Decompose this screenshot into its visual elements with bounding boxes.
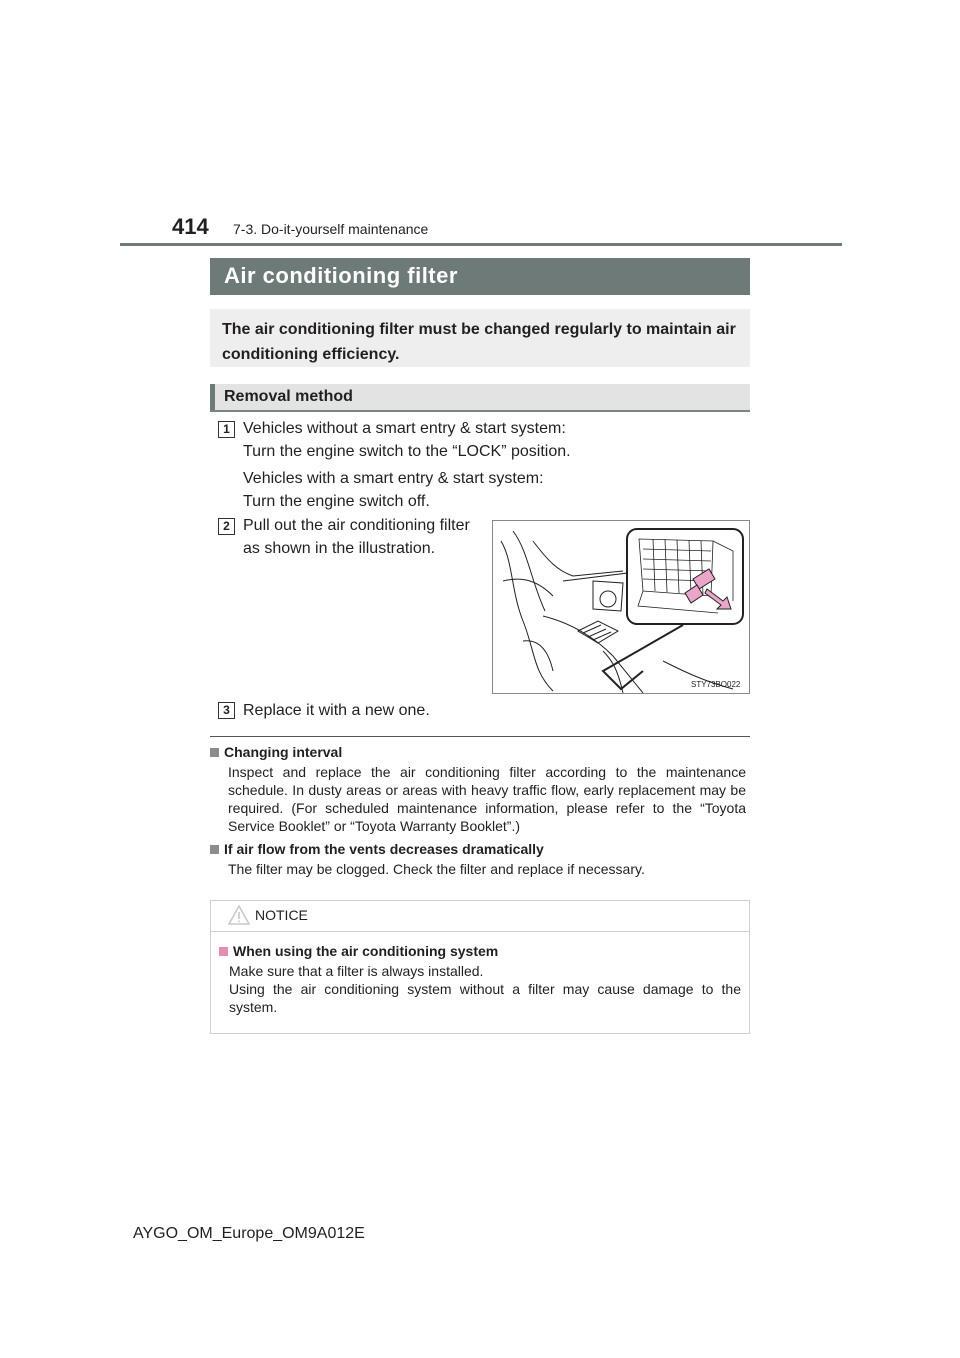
notes (210, 744, 746, 878)
notice-box (210, 900, 750, 1034)
step-2-number: 2 (218, 518, 235, 535)
page-title: Air conditioning filter (224, 263, 458, 288)
step-1-line-3: Vehicles with a smart entry & start system: (243, 470, 544, 487)
step-1-line-4: Turn the engine switch off. (243, 493, 430, 510)
notice-header (211, 901, 749, 932)
footer-code: AYGO_OM_Europe_OM9A012E (133, 1225, 365, 1242)
notice-line-2: Using the air conditioning system without a filter may cause damage to the system. (229, 981, 741, 1015)
square-bullet-icon (210, 748, 219, 757)
step-1-text (243, 417, 571, 513)
step-3-line-1: Replace it with a new one. (243, 702, 430, 719)
step-1-line-1: Vehicles without a smart entry & start system: (243, 420, 566, 437)
intro-box (210, 309, 750, 367)
removal-method-bar (210, 384, 750, 412)
note-2-heading-text: If air flow from the vents decreases dramatically (224, 841, 544, 857)
section-divider (210, 736, 750, 737)
note-2-body: The filter may be clogged. Check the filter and replace if necessary. (228, 861, 645, 877)
step-1-number: 1 (218, 421, 235, 438)
note-2-heading (210, 841, 746, 857)
notice-content (219, 943, 741, 1016)
square-bullet-icon (219, 947, 228, 956)
dashboard-drawing (493, 521, 749, 693)
notice-heading-text: When using the air conditioning system (233, 943, 499, 959)
section-heading: 7-3. Do-it-yourself maintenance (233, 221, 429, 237)
illustration-code: STY73BO022 (691, 680, 741, 689)
square-bullet-icon (210, 845, 219, 854)
step-1-line-2: Turn the engine switch to the “LOCK” position. (243, 443, 571, 460)
note-1-heading-text: Changing interval (224, 744, 343, 760)
step-2-line-1: Pull out the air conditioning filter (243, 517, 470, 534)
page-number: 414 (172, 214, 209, 239)
filter-illustration (492, 520, 750, 694)
note-1-heading (210, 744, 746, 760)
warning-triangle-icon (227, 904, 251, 926)
notice-label: NOTICE (255, 907, 308, 923)
step-3-number: 3 (218, 702, 235, 719)
header-rule (120, 243, 842, 246)
intro-text: The air conditioning filter must be changed regularly to maintain air conditioning efficiency. (222, 321, 736, 363)
note-1-body: Inspect and replace the air conditioning filter according to the maintenance schedule. In dusty areas or areas with heavy traffic flow, early replacement may be required. (For scheduled maintenance information, please refer to the “Toyota Service Booklet” or “Toyota Warranty Booklet”.) (228, 764, 746, 834)
notice-heading (219, 943, 741, 959)
removal-method-heading: Removal method (224, 388, 353, 405)
step-2-text (243, 514, 470, 560)
notice-line-1: Make sure that a filter is always installed. (229, 963, 484, 979)
subheading-accent (210, 384, 215, 410)
title-bar (210, 258, 750, 295)
step-2-line-2: as shown in the illustration. (243, 540, 436, 557)
